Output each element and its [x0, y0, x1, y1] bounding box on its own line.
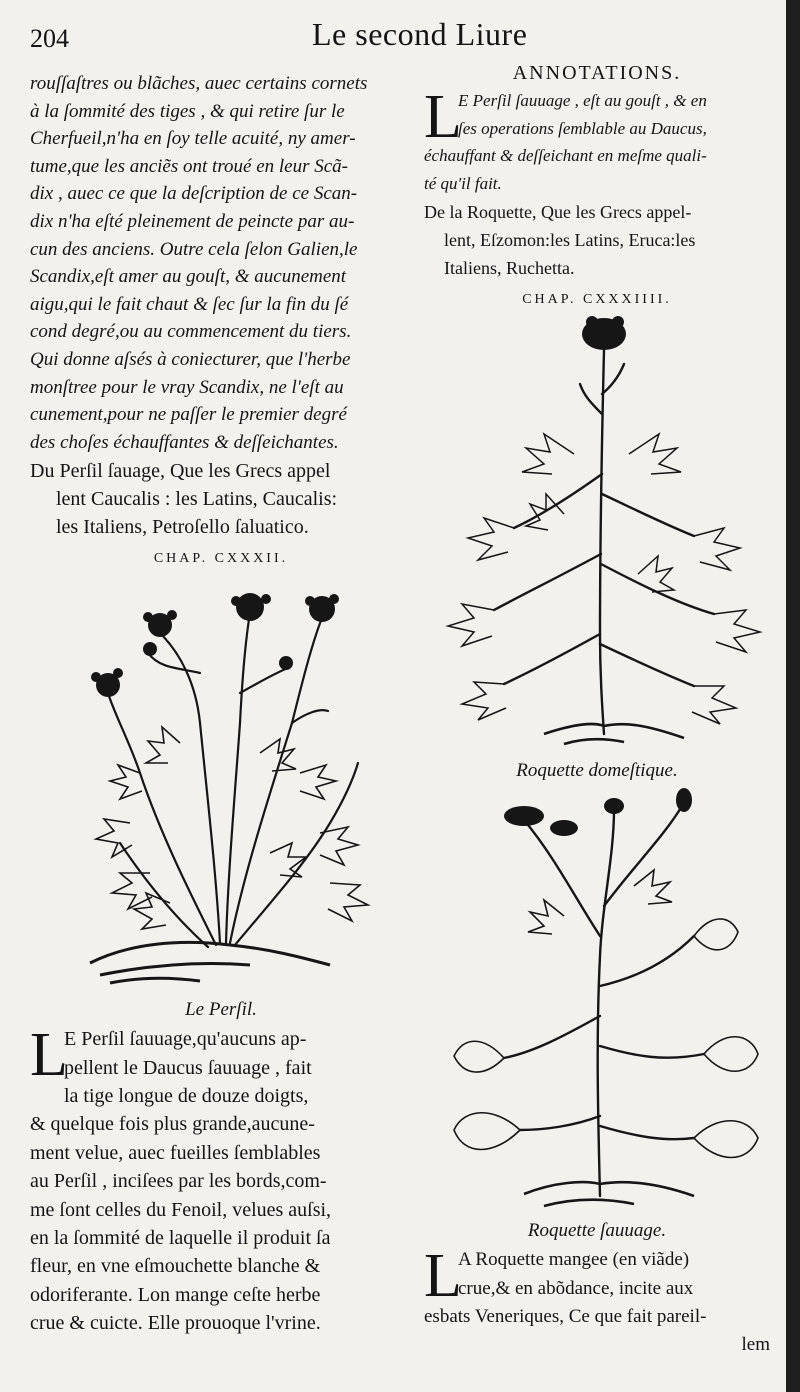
- heading-line: Italiens, Ruchetta.: [444, 257, 575, 278]
- text-line: Scandix,eſt amer au gouſt, & aucunement: [30, 266, 347, 288]
- text-line: cond degré,ou au commencement du tiers.: [30, 321, 352, 343]
- annotations-paragraph: [424, 83, 770, 197]
- text-line: tume,que les anciẽs ont troué en leur Scã-: [30, 155, 348, 177]
- body-paragraph: [424, 1242, 770, 1360]
- text-line: me ſont celles du Fenoil, velues auſsi,: [30, 1198, 332, 1221]
- wild-rocket-illustration: [424, 786, 770, 1216]
- text-line: crue,& en abõdance, incite aux: [458, 1277, 694, 1299]
- text-line: crue & cuicte. Elle prouoque l'vrine.: [30, 1312, 321, 1335]
- annotations-title: ANNOTATIONS.: [512, 62, 682, 84]
- text-line: lem: [741, 1334, 770, 1356]
- section-heading: [30, 458, 412, 541]
- folio-number: 204: [30, 24, 69, 53]
- heading-line: lent Caucalis : les Latins, Caucalis:: [56, 487, 338, 510]
- text-line: té qu'il fait.: [424, 173, 502, 193]
- book-binding-edge: [786, 0, 800, 1392]
- figure-caption: Roquette domeſtique.: [516, 760, 678, 782]
- text-line: au Perſil , inciſees par les bords,com-: [30, 1170, 327, 1193]
- text-line: en la ſommité de laquelle il produit ſa: [30, 1226, 331, 1249]
- text-line: Cherfueil,n'ha en ſoy telle acuité, ny amer-: [30, 128, 356, 150]
- drop-cap: L: [30, 1021, 68, 1090]
- chapter-number: CHAP. CXXXIIII.: [522, 292, 672, 308]
- intro-paragraph: [30, 70, 412, 456]
- text-line: E Perſil ſauuage,qu'aucuns ap-: [64, 1028, 307, 1051]
- text-line: la tige longue de douze doigts,: [64, 1084, 309, 1107]
- text-line: échauffant & deſſeichant en meſme quali-: [424, 146, 707, 166]
- wild-parsley-illustration: [30, 573, 412, 995]
- text-line: E Perſil ſauuage , eſt au gouſt , & en: [458, 91, 707, 110]
- drop-cap: L: [424, 83, 462, 151]
- text-line: ment velue, auec fueilles ſemblables: [30, 1141, 321, 1164]
- text-line: odoriferante. Lon mange ceſte herbe: [30, 1283, 321, 1306]
- section-heading: [424, 199, 770, 282]
- text-line: ſes operations ſemblable au Daucus,: [458, 118, 707, 138]
- garden-rocket-illustration: [424, 314, 770, 756]
- running-head: Le second Liure: [312, 16, 528, 52]
- figure-caption: Roquette ſauuage.: [527, 1220, 667, 1242]
- text-line: cunement,pour ne paſſer le premier degré: [30, 404, 347, 426]
- text-line: fleur, en vne eſmouchette blanche &: [30, 1255, 321, 1278]
- text-line: dix , auec ce que la deſcription de ce Scan-: [30, 183, 358, 205]
- text-line: monſtree pour le vray Scandix, ne l'eſt au: [30, 376, 344, 398]
- drop-cap: L: [424, 1242, 462, 1311]
- text-line: dix n'ha eſté pleinement de peincte par au-: [30, 210, 355, 232]
- left-column: [30, 70, 412, 1338]
- heading-line: lent, Eſzomon:les Latins, Eruca:les: [444, 229, 696, 250]
- heading-line: les Italiens, Petroſello ſaluatico.: [56, 515, 309, 538]
- heading-line: De la Roquette, Que les Grecs appel-: [424, 202, 692, 223]
- text-line: aigu,qui le fait chaut & ſec ſur la fin du ſé: [30, 293, 349, 315]
- text-line: des choſes échauffantes & deſſeichantes.: [30, 431, 339, 453]
- text-line: à la ſommité des tiges , & qui retire ſur le: [30, 100, 345, 122]
- figure-caption: Le Perſil.: [185, 999, 257, 1021]
- text-line: esbats Veneriques, Ce que fait pareil-: [424, 1305, 707, 1327]
- page-header: [30, 10, 756, 53]
- text-line: cun des anciens. Outre cela ſelon Galien,le: [30, 238, 358, 260]
- body-paragraph: [30, 1021, 412, 1337]
- right-column: [424, 62, 770, 1360]
- text-line: & quelque fois plus grande,aucune-: [30, 1113, 315, 1136]
- heading-line: Du Perſil ſauage, Que les Grecs appel: [30, 460, 331, 483]
- text-line: A Roquette mangee (en viãde): [458, 1249, 690, 1271]
- text-line: pellent le Daucus ſauuage , fait: [64, 1056, 312, 1079]
- text-line: rouſſaſtres ou blãches, auec certains cornets: [30, 73, 368, 94]
- chapter-number: CHAP. CXXXII.: [153, 551, 289, 567]
- text-line: Qui donne aſsés à coniecturer, que l'herbe: [30, 348, 351, 370]
